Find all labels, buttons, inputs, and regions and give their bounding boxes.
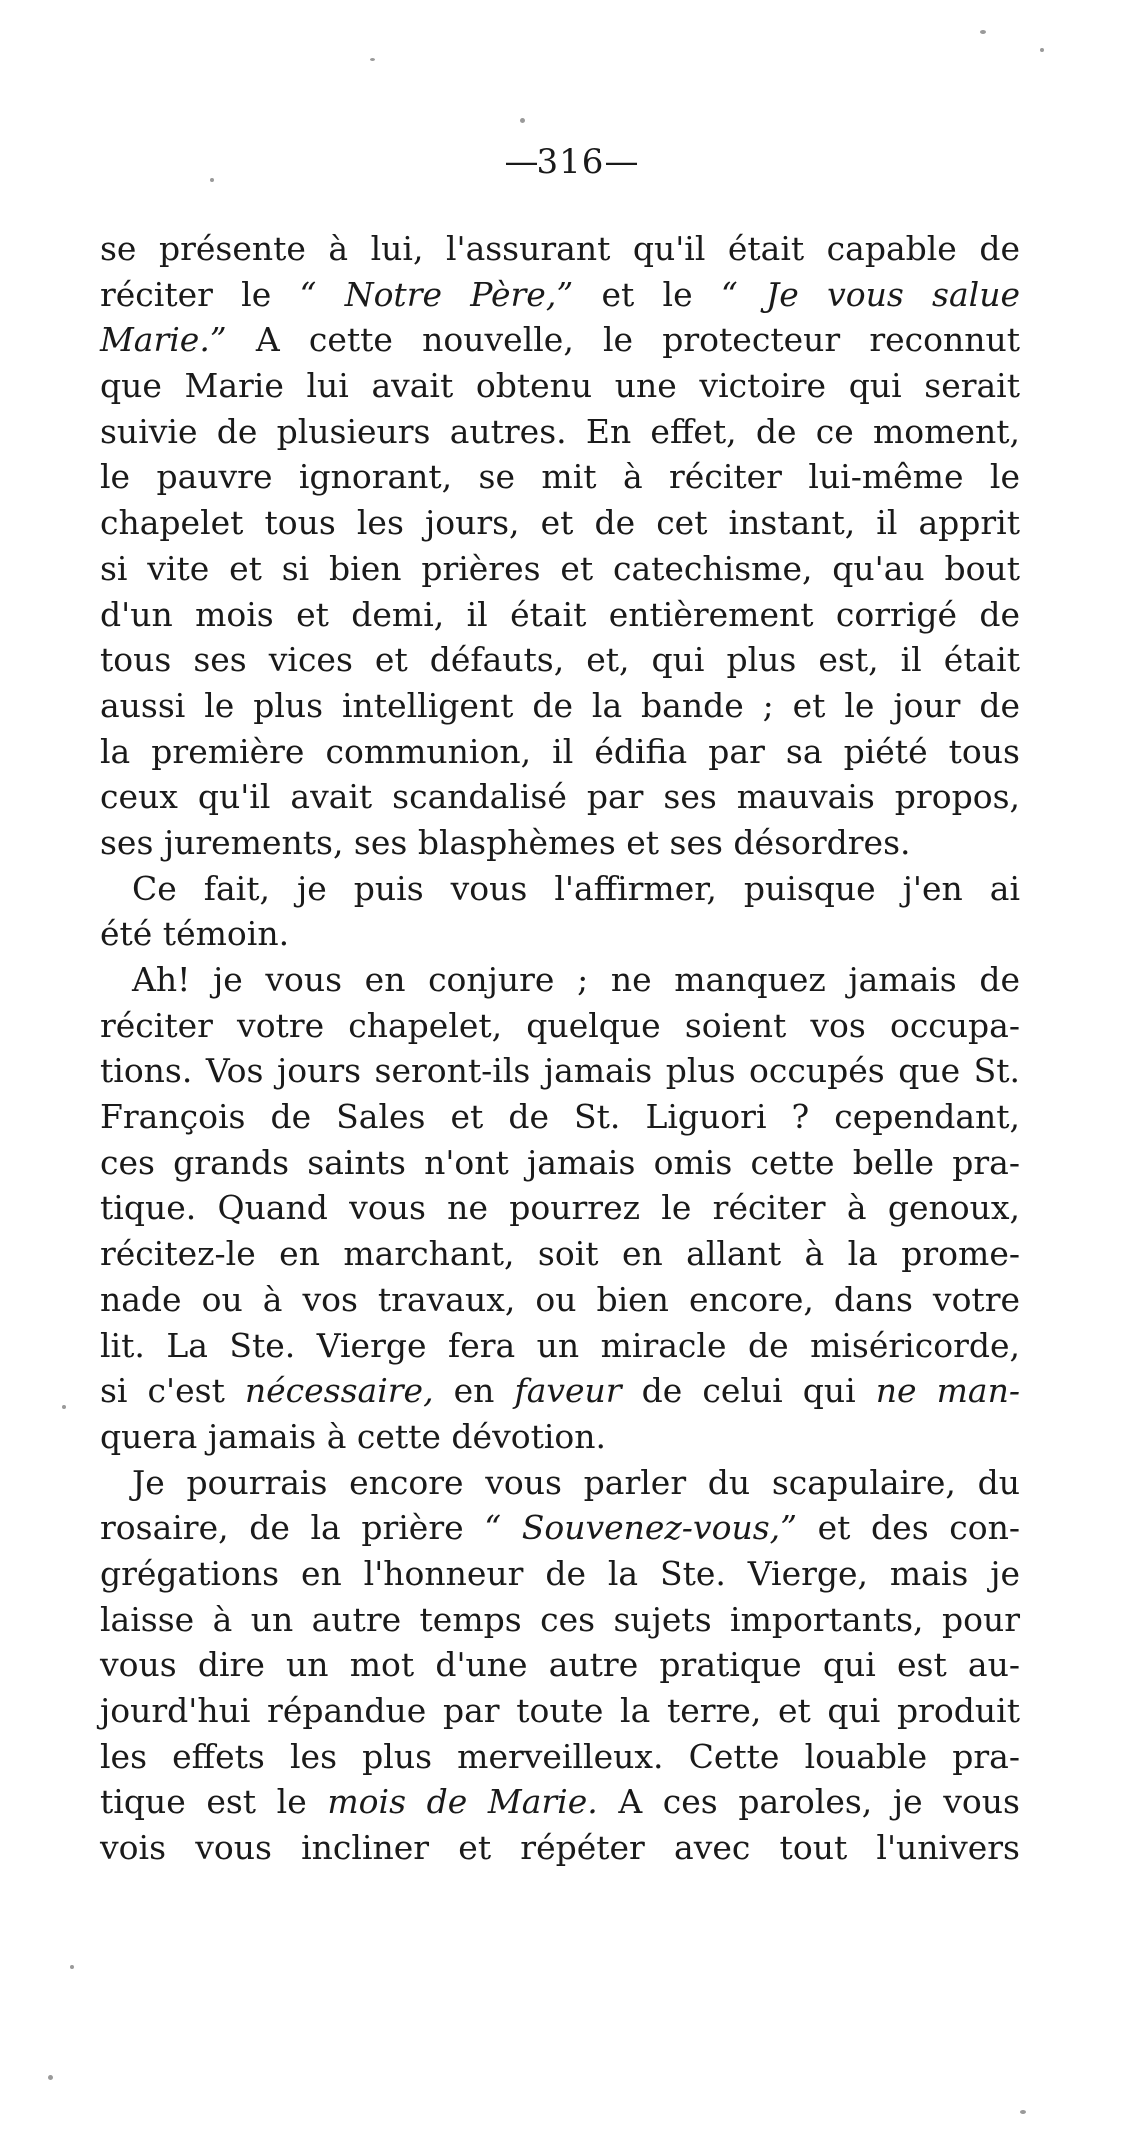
text-line bbox=[100, 272, 1020, 318]
text-line bbox=[100, 866, 1020, 912]
text-line bbox=[100, 1414, 1020, 1460]
print-speck bbox=[70, 1965, 74, 1969]
text-line bbox=[100, 1140, 1020, 1186]
print-speck bbox=[62, 1405, 66, 1409]
page-number bbox=[0, 142, 1141, 182]
text-line bbox=[100, 957, 1020, 1003]
print-speck bbox=[1040, 48, 1044, 52]
text-segment: que Marie lui avait obtenu une victoire qui serait bbox=[100, 366, 1020, 406]
text-segment: la première communion, il édifia par sa piété tous bbox=[100, 731, 1020, 771]
text-line bbox=[100, 1597, 1020, 1643]
text-line bbox=[100, 774, 1020, 820]
text-segment: vous dire un mot d'une autre pratique qui est au- bbox=[100, 1645, 1020, 1685]
text-segment: récitez-le en marchant, soit en allant à la prome- bbox=[100, 1234, 1020, 1274]
text-segment: chapelet tous les jours, et de cet instant, il apprit bbox=[100, 503, 1020, 543]
text-segment: quera jamais à cette dévotion. bbox=[100, 1416, 607, 1456]
text-segment: se présente à lui, l'assurant qu'il était capable de bbox=[100, 229, 1020, 268]
text-line bbox=[100, 1460, 1020, 1506]
page-number-value: 316 bbox=[536, 142, 605, 182]
text-segment: laisse à un autre temps ces sujets importants, pour bbox=[100, 1599, 1020, 1639]
text-line bbox=[100, 1551, 1020, 1597]
text-line bbox=[100, 729, 1020, 775]
text-segment: réciter votre chapelet, quelque soient vos occupa- bbox=[100, 1005, 1020, 1045]
text-segment: François de Sales et de St. Liguori ? cependant, bbox=[100, 1097, 1020, 1137]
text-line bbox=[100, 1048, 1020, 1094]
italic-text-segment: nécessaire, bbox=[244, 1371, 434, 1411]
text-line bbox=[100, 317, 1020, 363]
text-segment: rosaire, de la prière bbox=[100, 1508, 485, 1548]
text-segment: A ces paroles, je vous bbox=[597, 1782, 1020, 1822]
italic-text-segment: faveur bbox=[514, 1371, 622, 1411]
text-segment: A cette nouvelle, le protecteur reconnut bbox=[226, 320, 1020, 360]
print-speck bbox=[210, 178, 214, 182]
text-line bbox=[100, 637, 1020, 683]
text-line bbox=[100, 1094, 1020, 1140]
print-speck bbox=[370, 58, 375, 61]
text-segment: tique. Quand vous ne pourrez le réciter à genoux, bbox=[100, 1188, 1020, 1228]
text-line bbox=[100, 1003, 1020, 1049]
text-segment: lit. La Ste. Vierge fera un miracle de miséricorde, bbox=[100, 1325, 1020, 1365]
text-line bbox=[100, 683, 1020, 729]
text-line bbox=[100, 1185, 1020, 1231]
italic-text-segment: “ Notre Père,” bbox=[299, 274, 574, 314]
text-line bbox=[100, 1505, 1020, 1551]
text-line bbox=[100, 1368, 1020, 1414]
text-line bbox=[100, 1231, 1020, 1277]
text-segment: tique est le bbox=[100, 1782, 328, 1822]
text-segment: jourd'hui répandue par toute la terre, et qui produit bbox=[100, 1691, 1020, 1730]
text-line bbox=[100, 1779, 1020, 1825]
text-line bbox=[100, 1277, 1020, 1323]
text-segment: vois vous incliner et répéter avec tout l'univers bbox=[100, 1828, 1020, 1868]
text-segment: nade ou à vos travaux, ou bien encore, dans votre bbox=[100, 1279, 1020, 1319]
text-segment: de celui qui bbox=[621, 1371, 876, 1411]
text-line bbox=[100, 500, 1020, 546]
print-speck bbox=[48, 2075, 53, 2080]
text-segment: aussi le plus intelligent de la bande ; et le jour de bbox=[100, 685, 1020, 725]
text-segment: grégations en l'honneur de la Ste. Vierge, mais je bbox=[100, 1553, 1020, 1593]
text-segment: été témoin. bbox=[100, 914, 290, 954]
text-segment: les effets les plus merveilleux. Cette louable pra- bbox=[100, 1736, 1020, 1776]
page-number-dash-left: — bbox=[504, 142, 537, 182]
text-segment: en bbox=[433, 1371, 515, 1411]
italic-text-segment: Marie.” bbox=[100, 320, 227, 360]
text-segment: suivie de plusieurs autres. En effet, de ce moment, bbox=[100, 411, 1020, 451]
text-line bbox=[100, 409, 1020, 455]
print-speck bbox=[520, 118, 525, 123]
italic-text-segment: mois de Marie. bbox=[327, 1782, 598, 1822]
text-segment: si c'est bbox=[100, 1371, 245, 1411]
text-segment: tions. Vos jours seront-ils jamais plus occupés que St. bbox=[100, 1051, 1020, 1091]
text-line bbox=[100, 820, 1020, 866]
text-segment: d'un mois et demi, il était entièrement corrigé de bbox=[100, 594, 1020, 634]
text-segment: le pauvre ignorant, se mit à réciter lui-même le bbox=[100, 457, 1020, 497]
text-segment: si vite et si bien prières et catechisme, qu'au bout bbox=[100, 548, 1020, 588]
page-body-text bbox=[100, 226, 1020, 1871]
print-speck bbox=[1020, 2110, 1026, 2114]
text-line bbox=[100, 1825, 1020, 1871]
text-segment: Je pourrais encore vous parler du scapulaire, du bbox=[132, 1462, 1020, 1502]
italic-text-segment: ne man- bbox=[875, 1371, 1020, 1411]
print-speck bbox=[980, 30, 986, 34]
text-line bbox=[100, 1323, 1020, 1369]
text-segment: et des con- bbox=[797, 1508, 1021, 1548]
text-line bbox=[100, 1688, 1020, 1734]
page-number-dash-right: — bbox=[604, 142, 637, 182]
text-line bbox=[100, 1642, 1020, 1688]
text-segment: Ah! je vous en conjure ; ne manquez jamais de bbox=[132, 960, 1020, 999]
text-line bbox=[100, 454, 1020, 500]
text-segment: ces grands saints n'ont jamais omis cette belle pra- bbox=[100, 1142, 1020, 1182]
text-segment: Ce fait, je puis vous l'affirmer, puisque j'en ai bbox=[132, 868, 1020, 908]
italic-text-segment: “ Souvenez-vous,” bbox=[484, 1508, 798, 1548]
text-line bbox=[100, 226, 1020, 272]
text-segment: tous ses vices et défauts, et, qui plus est, il était bbox=[100, 640, 1020, 680]
text-line bbox=[100, 1734, 1020, 1780]
text-segment: réciter le bbox=[100, 274, 300, 314]
text-segment: ceux qu'il avait scandalisé par ses mauvais propos, bbox=[100, 777, 1020, 817]
text-line bbox=[100, 363, 1020, 409]
text-line bbox=[100, 592, 1020, 638]
italic-text-segment: “ Je vous salue bbox=[720, 274, 1021, 314]
text-segment: ses jurements, ses blasphèmes et ses désordres. bbox=[100, 822, 911, 862]
text-line bbox=[100, 546, 1020, 592]
text-segment: et le bbox=[573, 274, 721, 314]
text-line bbox=[100, 911, 1020, 957]
